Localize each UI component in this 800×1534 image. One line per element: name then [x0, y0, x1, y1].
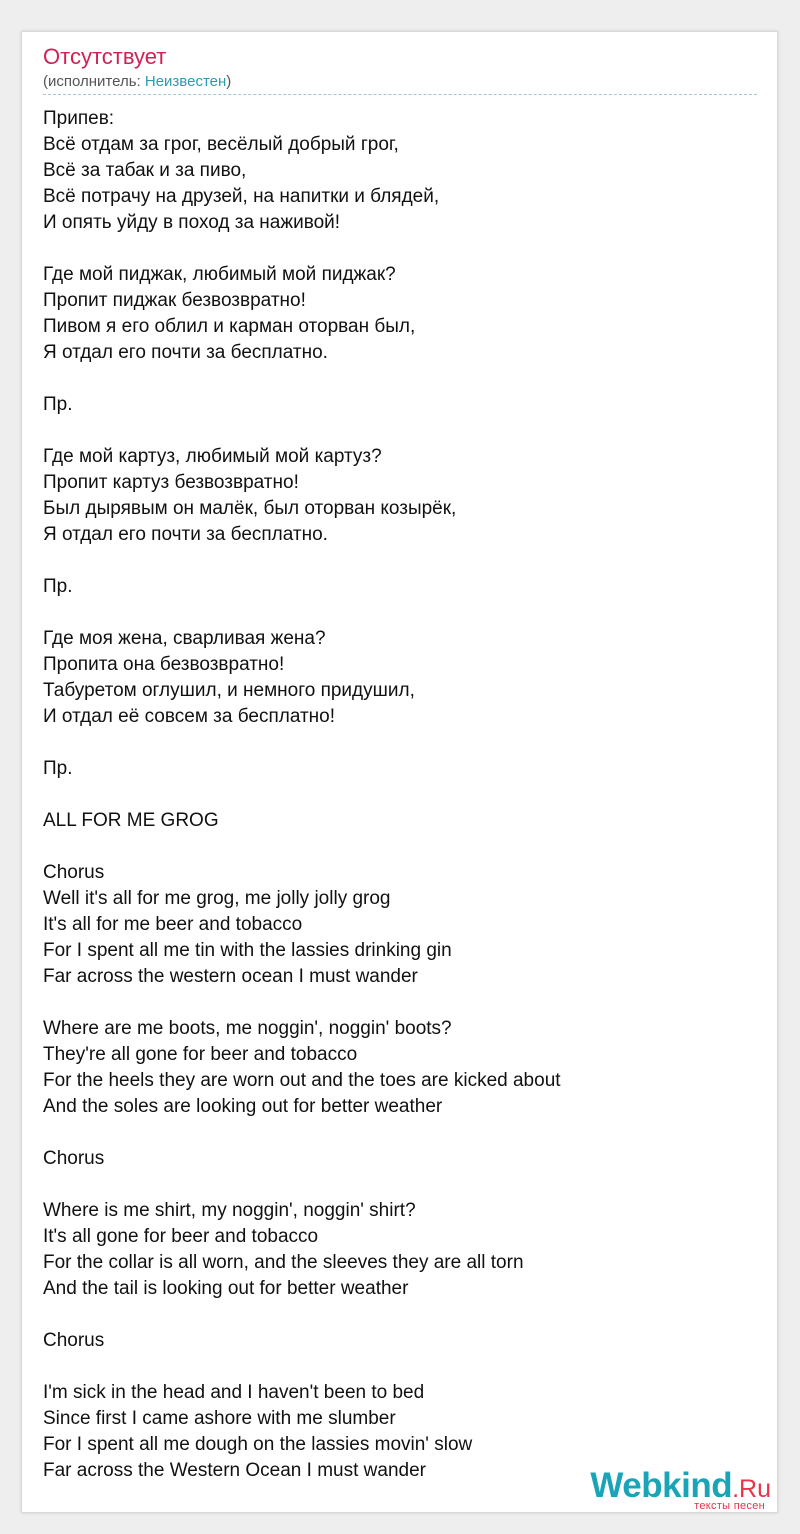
lyric-line: Я отдал его почти за бесплатно.	[43, 524, 328, 545]
lyric-line: Пр.	[43, 394, 73, 415]
lyric-line: Пр.	[43, 576, 73, 597]
lyric-line: ALL FOR ME GROG	[43, 810, 219, 831]
lyric-line: Где мой картуз, любимый мой картуз?	[43, 446, 382, 467]
lyric-line: Chorus	[43, 1148, 105, 1169]
lyric-line: Where is me shirt, my noggin', noggin' shirt?	[43, 1200, 416, 1221]
lyric-blank-line	[43, 418, 743, 444]
lyric-blank-line	[43, 366, 743, 392]
site-logo[interactable]	[581, 1466, 771, 1512]
lyric-line: Где мой пиджак, любимый мой пиджак?	[43, 264, 396, 285]
lyric-blank-line	[43, 1120, 743, 1146]
artist-link[interactable]: Неизвестен	[144, 73, 227, 90]
lyric-blank-line	[43, 990, 743, 1016]
lyric-blank-line	[43, 1354, 743, 1380]
lyric-line: Chorus	[43, 862, 105, 883]
lyric-line: Пропит пиджак безвозвратно!	[43, 290, 306, 311]
title-divider	[43, 94, 757, 95]
lyric-line: Since first I came ashore with me slumber	[43, 1408, 396, 1429]
logo-tld: .Ru	[732, 1475, 771, 1503]
lyric-line: It's all gone for beer and tobacco	[43, 1226, 319, 1247]
song-title: Отсутствует	[43, 44, 167, 69]
lyric-line: And the soles are looking out for better weather	[43, 1096, 443, 1117]
lyric-line: Всё потрачу на друзей, на напитки и блядей,	[43, 186, 440, 207]
lyric-line: They're all gone for beer and tobacco	[43, 1044, 358, 1065]
lyric-line: For the collar is all worn, and the sleeves they are all torn	[43, 1252, 524, 1273]
lyric-line: It's all for me beer and tobacco	[43, 914, 303, 935]
lyric-line: Был дырявым он малёк, был оторван козырёк,	[43, 498, 457, 519]
lyric-line: Припев:	[43, 108, 115, 129]
lyric-blank-line	[43, 236, 743, 262]
lyric-line: Far across the Western Ocean I must wander	[43, 1460, 426, 1481]
lyric-line: И опять уйду в поход за наживой!	[43, 212, 341, 233]
lyric-line: Пропит картуз безвозвратно!	[43, 472, 299, 493]
lyric-line: Я отдал его почти за бесплатно.	[43, 342, 328, 363]
lyric-blank-line	[43, 834, 743, 860]
artist-suffix: )	[226, 73, 232, 90]
lyric-line: Chorus	[43, 1330, 105, 1351]
lyric-line: Всё за табак и за пиво,	[43, 160, 247, 181]
lyric-line: For I spent all me dough on the lassies movin' slow	[43, 1434, 473, 1455]
lyric-blank-line	[43, 782, 743, 808]
lyric-line: I'm sick in the head and I haven't been to bed	[43, 1382, 425, 1403]
lyric-line: Where are me boots, me noggin', noggin' boots?	[43, 1018, 452, 1039]
lyric-line: Far across the western ocean I must wander	[43, 966, 418, 987]
lyric-line: И отдал её совсем за бесплатно!	[43, 706, 336, 727]
artist-prefix: (исполнитель:	[43, 73, 145, 90]
lyrics-card	[21, 31, 778, 1513]
lyric-line: For I spent all me tin with the lassies drinking gin	[43, 940, 452, 961]
lyric-blank-line	[43, 730, 743, 756]
lyric-blank-line	[43, 1172, 743, 1198]
lyric-line: Пр.	[43, 758, 73, 779]
lyric-line: And the tail is looking out for better weather	[43, 1278, 409, 1299]
lyric-line: Где моя жена, сварливая жена?	[43, 628, 326, 649]
lyric-blank-line	[43, 1302, 743, 1328]
lyric-blank-line	[43, 600, 743, 626]
lyrics-text	[43, 106, 743, 1484]
artist-line	[43, 73, 231, 91]
lyric-line: Всё отдам за грог, весёлый добрый грог,	[43, 134, 399, 155]
logo-name: Webkind	[590, 1466, 733, 1505]
lyric-blank-line	[43, 548, 743, 574]
logo-tagline: тексты песен	[694, 1500, 765, 1512]
lyric-line: Пропита она безвозвратно!	[43, 654, 285, 675]
lyric-line: Well it's all for me grog, me jolly jolly grog	[43, 888, 391, 909]
lyric-line: Табуретом оглушил, и немного придушил,	[43, 680, 415, 701]
lyric-line: For the heels they are worn out and the toes are kicked about	[43, 1070, 561, 1091]
lyric-line: Пивом я его облил и карман оторван был,	[43, 316, 416, 337]
